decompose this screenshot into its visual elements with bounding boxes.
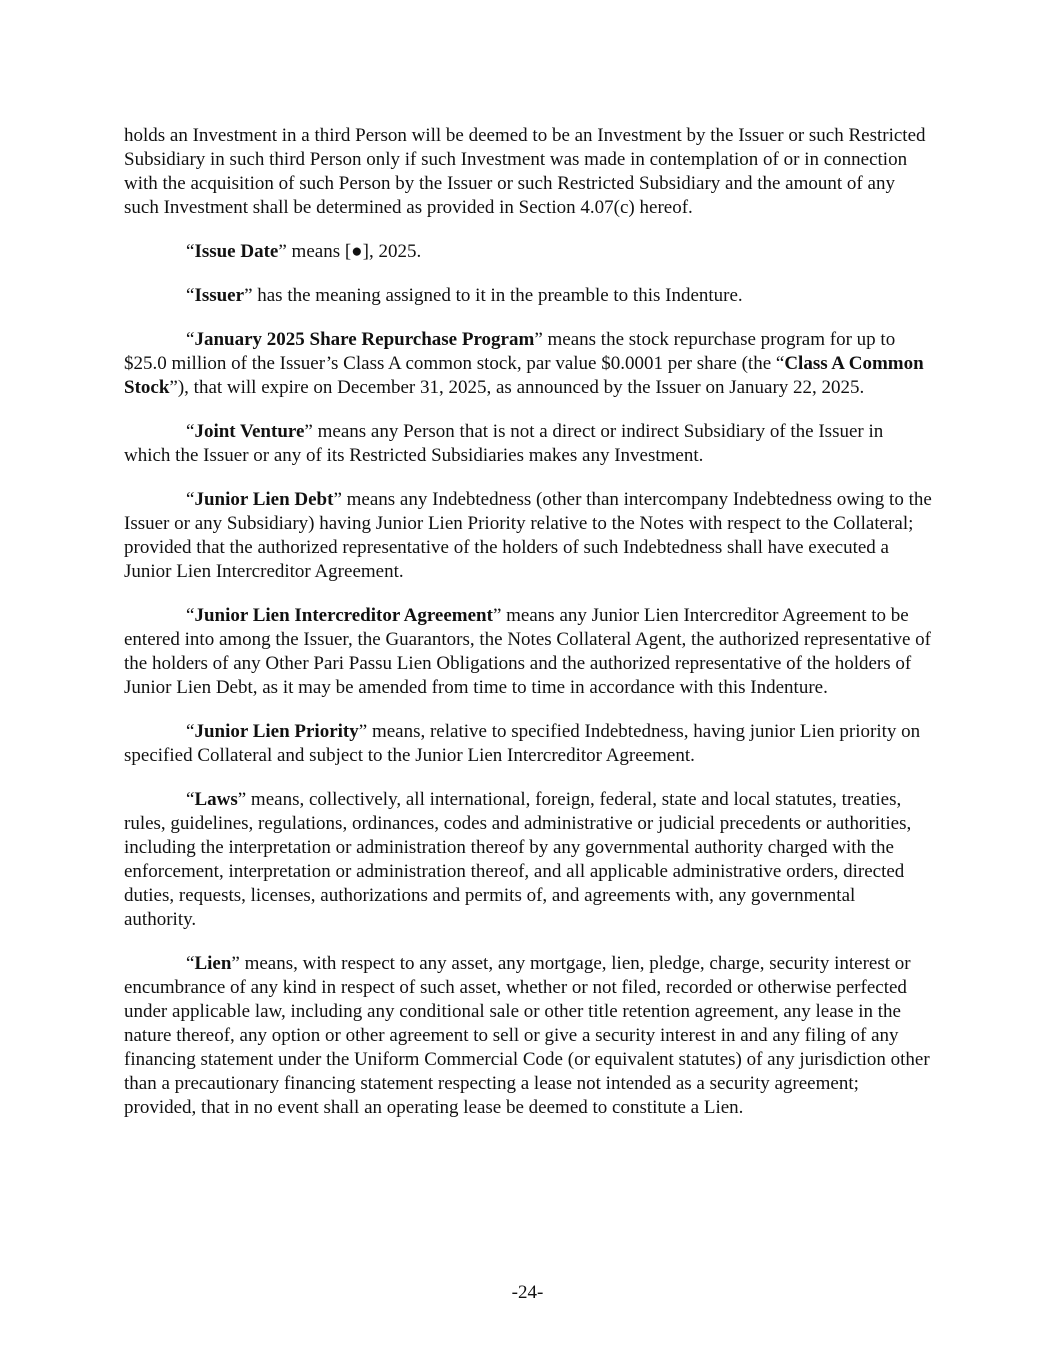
defined-term: Junior Lien Debt: [194, 489, 334, 510]
close-quote: ”: [304, 421, 313, 442]
defined-term: Issuer: [194, 285, 245, 306]
close-quote: ”: [358, 721, 368, 742]
definition-junior-lien-priority: [124, 720, 932, 768]
open-quote: “: [186, 285, 195, 306]
open-quote: “: [186, 789, 195, 810]
definition-text: means, collectively, all international, foreign, federal, state and local statutes, treaties, rules, guidelines, regulations, ordinances, codes and administrative or judicial precedents or authorities, including the interpretation or administration thereof by any governmental authority charged with the enforcement, interpretation or administration thereof, and all applicable administrative orders, directed duties, requests, licenses, authorizations and permits of, and agreements with, any governmental authority.: [124, 789, 912, 930]
close-quote: ”: [534, 329, 543, 350]
defined-term-secondary: Class A Common Stock: [124, 353, 924, 398]
close-quote: ”: [244, 285, 253, 306]
open-quote: “: [186, 489, 195, 510]
close-quote: ”: [237, 789, 247, 810]
definition-text: means, relative to specified Indebtedness, having junior Lien priority on specified Collateral and subject to the Junior Lien Intercreditor Agreement.: [124, 721, 921, 766]
close-quote: ”: [278, 241, 287, 262]
definition-text: means the stock repurchase program for up to $25.0 million of the Issuer’s Class A common stock, par value $0.0001 per share (the “: [124, 329, 896, 374]
definition-joint-venture: [124, 420, 932, 468]
close-quote: ”: [333, 489, 342, 510]
definition-text: means, with respect to any asset, any mortgage, lien, pledge, charge, security interest or encumbrance of any kind in respect of such asset, whether or not filed, recorded or otherwise perfected under applicable law, including any conditional sale or other title retention agreement, any lease in the nature thereof, any option or other agreement to sell or give a security interest in and any filing of any financing statement under the Uniform Commercial Code (or equivalent statutes) of any jurisdiction other than a precautionary financing statement respecting a lease not intended as a security agreement; provided, that in no event shall an operating lease be deemed to constitute a Lien.: [124, 953, 930, 1118]
open-quote: “: [186, 721, 195, 742]
defined-term: Joint Venture: [194, 421, 305, 442]
definition-lien: [124, 952, 932, 1120]
definition-january-2025-share-repurchase-program: [124, 328, 932, 400]
document-page: [124, 124, 932, 1140]
definition-text: means any Junior Lien Intercreditor Agreement to be entered into among the Issuer, the Guarantors, the Notes Collateral Agent, the authorized representative of the holders of any Other Pari Passu Lien Obligations and the authorized representative of the holders of Junior Lien Debt, as it may be amended from time to time in accordance with this Indenture.: [124, 605, 931, 698]
defined-term: Junior Lien Intercreditor Agreement: [194, 605, 493, 626]
defined-term: Lien: [194, 953, 232, 974]
defined-term: Laws: [194, 789, 238, 810]
definition-issue-date: [124, 240, 932, 264]
close-quote: ”: [231, 953, 240, 974]
definition-junior-lien-intercreditor-agreement: [124, 604, 932, 700]
open-quote: “: [186, 953, 195, 974]
definition-text-continued: ”), that will expire on December 31, 2025, as announced by the Issuer on January 22, 2025.: [169, 377, 865, 398]
defined-term: Junior Lien Priority: [194, 721, 359, 742]
definition-text: means any Person that is not a direct or indirect Subsidiary of the Issuer in which the Issuer or any of its Restricted Subsidiaries makes any Investment.: [124, 421, 884, 466]
open-quote: “: [186, 421, 195, 442]
definition-laws: [124, 788, 932, 932]
continuation-paragraph: [124, 124, 932, 220]
open-quote: “: [186, 329, 195, 350]
defined-term: January 2025 Share Repurchase Program: [194, 329, 535, 350]
definition-issuer: [124, 284, 932, 308]
defined-term: Issue Date: [194, 241, 279, 262]
definition-text: means any Indebtedness (other than intercompany Indebtedness owing to the Issuer or any Subsidiary) having Junior Lien Priority relative to the Notes with respect to the Collateral; provided that the authorized representative of the holders of such Indebtedness shall have executed a Junior Lien Intercreditor Agreement.: [124, 489, 932, 582]
open-quote: “: [186, 605, 195, 626]
definition-text: has the meaning assigned to it in the preamble to this Indenture.: [252, 285, 743, 306]
close-quote: ”: [492, 605, 502, 626]
open-quote: “: [186, 241, 195, 262]
page-number: -24-: [511, 1282, 544, 1303]
definition-junior-lien-debt: [124, 488, 932, 584]
continuation-text: holds an Investment in a third Person will be deemed to be an Investment by the Issuer or such Restricted Subsidiary in such third Person only if such Investment was made in contemplation of or in connection with the acquisition of such Person by the Issuer or such Restricted Subsidiary and the amount of any such Investment shall be determined as provided in Section 4.07(c) hereof.: [124, 125, 926, 218]
definition-text: means [●], 2025.: [286, 241, 422, 262]
